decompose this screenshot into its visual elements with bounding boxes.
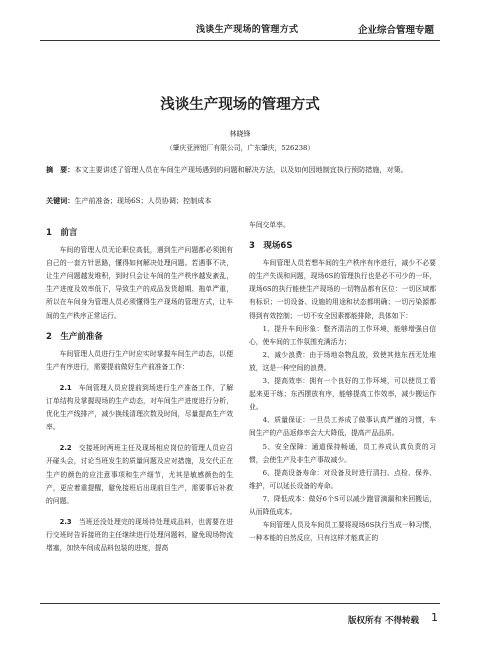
abstract-text: 本文主要讲述了管理人员在车间生产现场遇到的问题和解决方法，以及如何因地制宜执行预防措施，对策。 bbox=[74, 165, 408, 174]
footer-rule bbox=[40, 603, 440, 604]
page-number: 1 bbox=[431, 611, 438, 624]
subsection-2-2 bbox=[46, 442, 233, 507]
list-item: 5、安全保障：通道保持畅通，员工养成认真负责的习惯，会使生产及非生产事故减少。 bbox=[249, 442, 436, 464]
header-rule bbox=[40, 40, 440, 41]
author-affiliation: （肇庆亚洲铝厂有限公司，广东肇庆，526238） bbox=[165, 144, 315, 152]
list-item: 3、提高效率：拥有一个良好的工作环境，可以使员工看起来更干练；东西摆放有序，能够提高工作效率，减少搬运作业。 bbox=[249, 377, 436, 412]
list-item: 6、提高设备寿命：对设备及时进行清扫、点检、保养、维护，可以延长设备的寿命。 bbox=[249, 468, 436, 490]
section-heading-6s: 3 现场6S bbox=[249, 241, 293, 252]
abstract bbox=[46, 163, 441, 177]
list-item: 4、质量保证：一旦员工养成了做事认真严谨的习惯，车间生产的产品返修率会大大降低，提高产品品质。 bbox=[249, 416, 436, 438]
list-item: 7、降低成本：做好6个S可以减少跑冒滴漏和来回搬运，从而降低成本。 bbox=[249, 494, 436, 516]
running-header bbox=[0, 0, 480, 44]
copyright-notice: 版权所有 不得转载 bbox=[348, 616, 419, 626]
article-title: 浅谈生产现场的管理方式 bbox=[160, 97, 320, 113]
keywords-label: 关键词： bbox=[46, 196, 75, 205]
subsection-text: 交接班时两班主任及现场相应岗位的管理人员应召开碰头会，讨论当班发生的质量问题及应对措施，及交代正在生产的颜色的应注意事项和生产细节，尤其是敏感颜色的生产，更应着重提醒，避免接班后出现前目生产，需要事后补救的问题。 bbox=[46, 444, 233, 505]
subsection-number: 2.2 bbox=[59, 444, 72, 453]
subsection-number: 2.3 bbox=[59, 517, 72, 526]
right-column bbox=[249, 219, 436, 545]
subsection-text: 车间管理人员应提前到场进行生产准备工作，了解订单结构及掌握现场的生产动态，对车间生产进度进行分析，优化生产线排产，减少换线清理次数及时间，尽量提高生产效率。 bbox=[46, 383, 233, 432]
paragraph-continued: 车间交单率。 bbox=[249, 221, 290, 229]
keywords bbox=[46, 194, 441, 208]
subsection-text: 当班还没处理完的现场待处理成品料，也需要在进行交班时告诉接班的主任继续进行处理问题料，避免现场物流堵塞，加快车间成品料包装的进度，提高 bbox=[46, 517, 233, 552]
subsection-2-3 bbox=[46, 516, 233, 555]
paragraph-6s-intro: 车间管理人员若想车间的生产秩序有序进行，减少不必要的生产失误和问题，现场6S的管理执行也是必不可少的一环，现场6S的执行能使生产现场的一切物品都有区位：一切区域都有标识；一切设备、设施的用途和状态都明确；一切污染源都得到有效控制；一切不安全因素都能排除，具体如下： bbox=[249, 259, 436, 320]
paragraph-closing: 车间管理人员及车间员工要将现场6S执行当成一种习惯，一种本能的自然反应，只有这样才能真正的 bbox=[249, 521, 436, 543]
section-heading-intro: 1 前言 bbox=[46, 228, 78, 238]
abstract-label: 摘 要： bbox=[46, 165, 75, 174]
paragraph-preparation: 车间管理人员进行生产时应实时掌握车间生产动态，以便生产有序进行，需要提前做好生产前准备工作： bbox=[46, 349, 233, 371]
subsection-2-1 bbox=[46, 382, 233, 434]
running-title: 浅谈生产现场的管理方式 bbox=[196, 25, 299, 35]
subsection-number: 2.1 bbox=[59, 383, 72, 392]
column-name: 企业综合管理专题 bbox=[358, 25, 435, 36]
author-name: 林晓锋 bbox=[229, 130, 251, 138]
list-item: 1、提升车间形象：整齐清洁的工作环境，能够增强自信心，使车间的工作氛围充满活力； bbox=[249, 324, 436, 346]
paragraph-intro: 车间的管理人员无论职位高低，遇到生产问题都必须拥有自己的一套方针思路，懂得如何解决处理问题。若遇事不决，让生产问题越发堆积，到时只会让车间的生产秩序越发紊乱，生产进度及效率低下，导致生产的成品发货超期、拖单严重，所以在车间身为管理人员必须懂得生产现场的管理方式，让车间的生产秩序正常运行。 bbox=[46, 246, 233, 320]
section-heading-preparation: 2 生产前准备 bbox=[46, 331, 103, 342]
list-item: 2、减少浪费：由于场地杂物乱放，致使其他东西无处堆放，这是一种空间的浪费。 bbox=[249, 350, 436, 372]
left-column bbox=[46, 219, 233, 555]
keywords-text: 生产前准备；现场6S；人员协调；控制成本 bbox=[74, 196, 212, 205]
